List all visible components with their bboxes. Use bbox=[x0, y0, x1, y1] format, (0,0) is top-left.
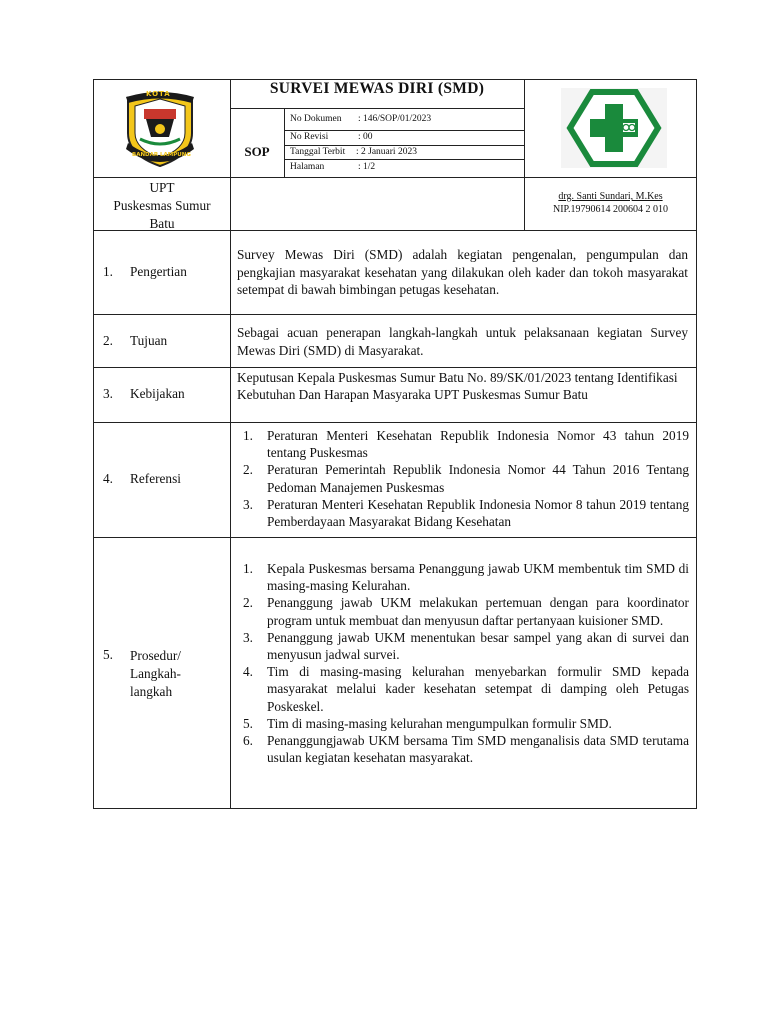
section-number: 4. bbox=[103, 471, 113, 486]
prosedur-label-line: langkah bbox=[130, 684, 173, 699]
sop-label: SOP bbox=[244, 144, 270, 159]
meta-value-no-revisi: : 00 bbox=[358, 132, 373, 142]
section-label-tujuan: Tujuan bbox=[130, 333, 168, 348]
list-item bbox=[237, 715, 689, 732]
list-item-text: Peraturan Menteri Kesehatan Republik Indonesia Nomor 8 tahun 2019 tentang Pemberdayaan Masyarakat Bidang Kesehatan bbox=[267, 496, 689, 530]
section-number: 2. bbox=[103, 333, 113, 348]
section-number: 3. bbox=[103, 386, 113, 401]
list-item-text: Penanggung jawab UKM menentukan besar sampel yang akan di survei dan menyusun jadwal survei. bbox=[267, 629, 689, 663]
list-item-text: Peraturan Pemerintah Republik Indonesia Nomor 44 Tahun 2016 Tentang Pedoman Manajemen Puskesmas bbox=[267, 462, 689, 495]
section-label-pengertian: Pengertian bbox=[130, 264, 187, 279]
prosedur-label-line: Prosedur/ bbox=[130, 648, 181, 663]
meta-label-tanggal-terbit: Tanggal Terbit bbox=[290, 147, 346, 157]
section-label-prosedur bbox=[130, 647, 181, 701]
tujuan-text: Sebagai acuan penerapan langkah-langkah untuk pelaksanaan kegiatan Survey Mewas Diri (SMD) di Masyarakat. bbox=[237, 325, 688, 358]
unit-line: UPT bbox=[149, 180, 175, 195]
unit-line: Puskesmas Sumur bbox=[113, 198, 211, 213]
list-item-text: Tim di masing-masing kelurahan mengumpulkan formulir SMD. bbox=[267, 715, 612, 731]
list-item bbox=[237, 427, 689, 461]
list-item bbox=[237, 560, 689, 594]
unit-line: Batu bbox=[149, 216, 175, 231]
kota-bandar-lampung-logo bbox=[122, 89, 198, 169]
list-item-number: 3. bbox=[243, 496, 253, 512]
logo-top-text: KOTA bbox=[146, 90, 171, 98]
list-item bbox=[237, 461, 689, 495]
meta-label-halaman: Halaman bbox=[290, 162, 325, 172]
logo-bottom-text: BANDAR LAMPUNG bbox=[132, 152, 191, 158]
list-item-number: 2. bbox=[243, 462, 253, 478]
list-item-text: Tim di masing-masing kelurahan menyebarkan formulir SMD kepada masyarakat melalui kader kesehatan setempat di damping oleh Petugas Poskeskel. bbox=[267, 664, 689, 714]
unit-name bbox=[94, 179, 230, 233]
list-item bbox=[237, 594, 689, 628]
section-number: 1. bbox=[103, 264, 113, 279]
signatory-nip: NIP.19790614 200604 2 010 bbox=[552, 204, 668, 215]
list-item-number: 2. bbox=[243, 595, 253, 611]
list-item-text: Peraturan Menteri Kesehatan Republik Indonesia Nomor 43 tahun 2019 tentang Puskesmas bbox=[267, 428, 689, 461]
list-item-number: 3. bbox=[243, 629, 253, 645]
section-label-referensi: Referensi bbox=[130, 471, 181, 486]
signatory-name: drg. Santi Sundari, M.Kes bbox=[558, 191, 663, 202]
meta-label-no-dokumen: No Dokumen bbox=[290, 114, 342, 124]
kebijakan-text: Keputusan Kepala Puskesmas Sumur Batu No. 89/SK/01/2023 tentang Identifikasi Kebutuhan Dan Harapan Masyaraka UPT Puskesmas Sumur Batu bbox=[237, 370, 678, 402]
list-item-text: Penanggung jawab UKM melakukan pertemuan dengan para koordinator program untuk membuat dan menyusun daftar pertanyaan kuisioner SMD. bbox=[267, 595, 689, 628]
meta-value-no-dokumen: : 146/SOP/01/2023 bbox=[358, 114, 432, 124]
list-item-number: 6. bbox=[243, 733, 253, 749]
section-number: 5. bbox=[103, 647, 113, 662]
document-title: SURVEI MEWAS DIRI (SMD) bbox=[269, 80, 485, 97]
list-item-number: 4. bbox=[243, 664, 253, 680]
list-item bbox=[237, 732, 689, 766]
prosedur-label-line: Langkah- bbox=[130, 666, 181, 681]
list-item-text: Kepala Puskesmas bersama Penanggung jawab UKM membentuk tim SMD di masing-masing Kelurahan. bbox=[267, 561, 689, 594]
prosedur-list bbox=[237, 560, 689, 766]
puskesmas-logo bbox=[561, 88, 667, 168]
list-item-number: 5. bbox=[243, 715, 253, 731]
referensi-list bbox=[237, 427, 689, 530]
meta-value-tanggal-terbit: : 2 Januari 2023 bbox=[356, 147, 417, 157]
list-item bbox=[237, 663, 689, 715]
list-item bbox=[237, 496, 689, 530]
meta-label-no-revisi: No Revisi bbox=[290, 132, 329, 142]
list-item-number: 1. bbox=[243, 561, 253, 576]
pengertian-text: Survey Mewas Diri (SMD) adalah kegiatan pengenalan, pengumpulan dan pengkajian masyarakat kesehatan yang dilakukan oleh kader dan tokoh masyarakat setempat di bawah bimbingan petugas kesehatan. bbox=[237, 247, 688, 297]
list-item-text: Penanggungjawab UKM bersama Tim SMD menganalisis data SMD terutama usulan kegiatan kesehatan masyarakat. bbox=[267, 733, 689, 766]
section-label-kebijakan: Kebijakan bbox=[130, 386, 185, 401]
list-item-number: 1. bbox=[243, 428, 253, 443]
meta-value-halaman: : 1/2 bbox=[358, 162, 376, 172]
list-item bbox=[237, 629, 689, 663]
